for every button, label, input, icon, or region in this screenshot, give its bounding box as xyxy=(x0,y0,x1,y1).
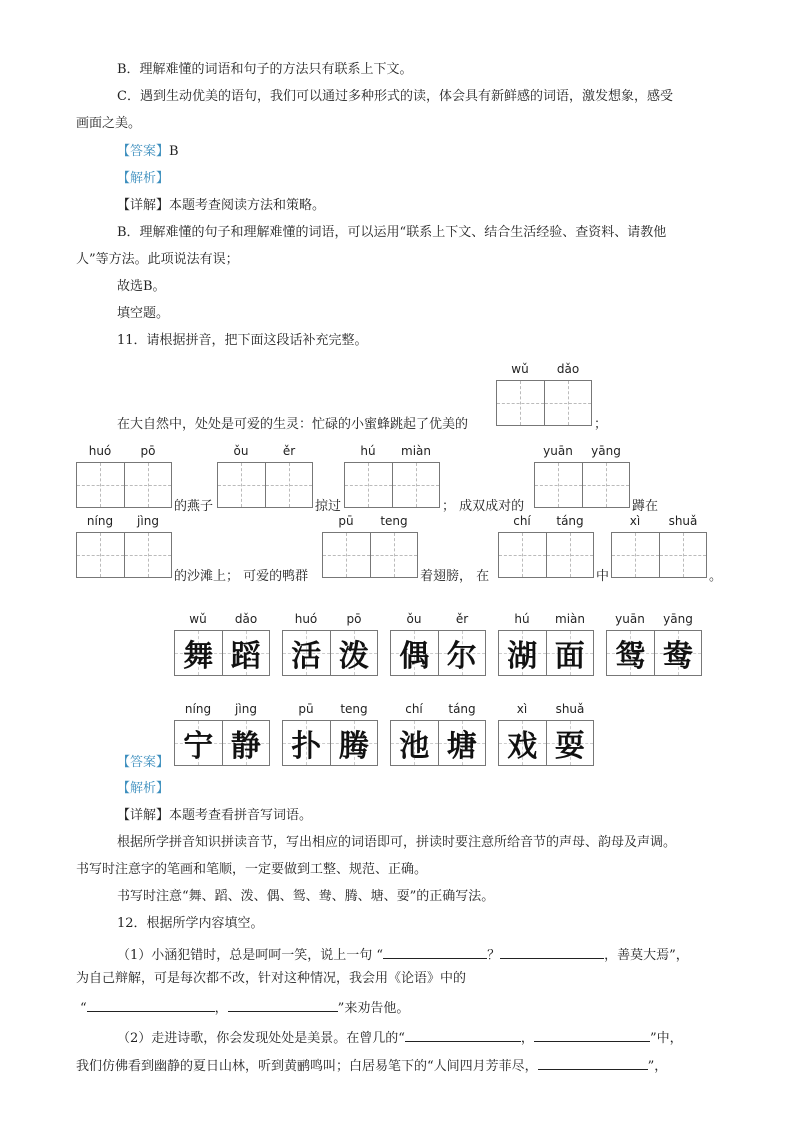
writing-grid[interactable] xyxy=(217,462,313,508)
fill-blank[interactable] xyxy=(405,1027,521,1042)
explanation-2: 书写时注意字的笔画和笔顺，一定要做到工整、规范、正确。 xyxy=(76,862,428,877)
answer-pinyin: shuǎ xyxy=(555,702,585,716)
q12-text: ”中， xyxy=(649,1031,683,1046)
answer-pinyin: chí xyxy=(405,702,423,716)
section-title: 填空题。 xyxy=(117,306,170,321)
answer-pinyin: huó xyxy=(294,612,318,626)
detail-text: 本题考查阅读方法和策略。 xyxy=(169,198,326,213)
q12-text: ”来劝告他。 xyxy=(337,1001,410,1016)
answer-pinyin: teng xyxy=(340,702,368,716)
answer-char: 泼 xyxy=(338,639,369,674)
answer-char: 戏 xyxy=(507,729,538,764)
option-c: C．遇到生动优美的语句，我们可以通过多种形式的读，体会具有新鲜感的词语，激发想象，感受 xyxy=(117,89,673,104)
detail-tag: 【详解】 xyxy=(117,198,170,213)
answer-char: 湖 xyxy=(507,639,538,674)
explanation-3: 书写时注意“舞、蹈、泼、偶、鸳、鸯、腾、塘、耍”的正确写法。 xyxy=(117,889,495,904)
fill-blank[interactable] xyxy=(534,1027,650,1042)
passage-text: 的沙滩上； 可爱的鸭群 xyxy=(174,569,309,584)
pinyin: xì xyxy=(629,514,641,528)
answer-char: 尔 xyxy=(446,639,477,674)
answer-grid xyxy=(174,630,270,676)
answer-char: 活 xyxy=(291,639,322,674)
answer-char: 面 xyxy=(554,639,585,674)
analysis-tag: 【解析】 xyxy=(117,171,170,186)
answer-grid xyxy=(498,630,594,676)
q12-text: （2）走进诗歌，你会发现处处是美景。在曾几的“ xyxy=(117,1031,405,1046)
q12-line xyxy=(117,944,689,965)
answer-pinyin: wǔ xyxy=(189,612,207,626)
answer-pinyin: jìng xyxy=(235,702,257,716)
q12-text: （1）小涵犯错时，总是呵呵一笑，说上一句 “ xyxy=(117,948,384,963)
passage-text: 中 xyxy=(596,569,610,584)
q12-text: ”， xyxy=(647,1059,668,1074)
q11-prompt: 11．请根据拼音，把下面这段话补充完整。 xyxy=(117,333,368,348)
passage-text: 。 xyxy=(709,569,723,584)
pinyin: yuān xyxy=(543,444,573,458)
answer-char: 腾 xyxy=(338,729,369,764)
answer-grid xyxy=(282,720,378,766)
answer-char: 鸳 xyxy=(615,639,646,674)
answer-pinyin: táng xyxy=(448,702,476,716)
answer-grid xyxy=(606,630,702,676)
q12-prompt: 12．根据所学内容填空。 xyxy=(117,916,264,931)
q12-line: 为自己辩解，可是每次都不改，针对这种情况，我会用《论语》中的 xyxy=(76,971,467,986)
pinyin: pō xyxy=(140,444,156,458)
answer-char: 塘 xyxy=(446,729,477,764)
passage-text: ； xyxy=(594,417,608,432)
q12-text: ？ xyxy=(487,948,501,963)
pinyin: yāng xyxy=(591,444,621,458)
pinyin: ěr xyxy=(282,444,296,458)
answer-char: 蹈 xyxy=(230,639,261,674)
q12-line xyxy=(117,1027,683,1048)
choose-line: 故选B。 xyxy=(117,279,166,294)
writing-grid[interactable] xyxy=(344,462,440,508)
fill-blank[interactable] xyxy=(228,997,338,1012)
q12-text: 我们仿佛看到幽静的夏日山林，听到黄鹂鸣叫；白居易笔下的“人间四月芳菲尽， xyxy=(76,1059,538,1074)
pinyin: níng xyxy=(86,514,114,528)
fill-blank[interactable] xyxy=(383,944,487,959)
answer-pinyin: xì xyxy=(516,702,528,716)
detail-tag: 【详解】 xyxy=(117,808,170,823)
answer-grid xyxy=(282,630,378,676)
explanation-1: B．理解难懂的句子和理解难懂的词语，可以运用“联系上下文、结合生活经验、查资料、请教他 xyxy=(117,225,667,240)
passage-text: 在大自然中，处处是可爱的生灵：忙碌的小蜜蜂跳起了优美的 xyxy=(117,417,469,432)
writing-grid[interactable] xyxy=(76,532,172,578)
pinyin: jìng xyxy=(137,514,159,528)
answer-tag: 【答案】 xyxy=(117,144,170,159)
analysis-tag: 【解析】 xyxy=(117,781,170,796)
answer-char: 宁 xyxy=(183,729,214,764)
explanation-1: 根据所学拼音知识拼读音节，写出相应的词语即可，拼读时要注意所给音节的声母、韵母及声调。 xyxy=(117,835,677,850)
q12-text: ， xyxy=(520,1031,534,1046)
q12-line xyxy=(76,1055,667,1076)
answer-pinyin: yuān xyxy=(615,612,645,626)
answer-pinyin: yāng xyxy=(663,612,693,626)
pinyin: huó xyxy=(88,444,112,458)
answer-pinyin: dǎo xyxy=(234,612,258,626)
option-c-cont: 画面之美。 xyxy=(76,116,142,131)
q12-text: ，善莫大焉”， xyxy=(604,948,689,963)
answer-grid xyxy=(390,630,486,676)
q12-text: ， xyxy=(214,1001,228,1016)
pinyin: wǔ xyxy=(511,362,529,376)
pinyin: teng xyxy=(380,514,408,528)
fill-blank[interactable] xyxy=(87,997,215,1012)
answer-char: 偶 xyxy=(399,639,430,674)
writing-grid[interactable] xyxy=(322,532,418,578)
answer-char: 扑 xyxy=(291,729,322,764)
answer-tag: 【答案】 xyxy=(117,755,170,770)
pinyin: pū xyxy=(338,514,354,528)
answer-char: 舞 xyxy=(183,639,214,674)
pinyin: shuǎ xyxy=(668,514,698,528)
answer-pinyin: ěr xyxy=(455,612,469,626)
answer-pinyin: níng xyxy=(184,702,212,716)
passage-text: ； 成双成对的 xyxy=(442,499,525,514)
q12-line xyxy=(80,997,409,1018)
detail-line xyxy=(117,197,325,215)
pinyin: chí xyxy=(513,514,531,528)
writing-grid[interactable] xyxy=(498,532,594,578)
option-b: B．理解难懂的词语和句子的方法只有联系上下文。 xyxy=(117,62,413,77)
q12-text: “ xyxy=(80,1001,87,1016)
answer-grid xyxy=(498,720,594,766)
explanation-2: 人”等方法。此项说法有误； xyxy=(76,252,239,267)
writing-grid[interactable] xyxy=(496,380,592,426)
detail-line xyxy=(117,807,312,825)
answer-char: 耍 xyxy=(554,729,585,764)
detail-text: 本题考查看拼音写词语。 xyxy=(169,808,313,823)
answer-char: 静 xyxy=(230,729,261,764)
writing-grid[interactable] xyxy=(76,462,172,508)
answer-grid xyxy=(390,720,486,766)
answer-char: 鸯 xyxy=(662,639,693,674)
fill-blank[interactable] xyxy=(538,1055,648,1070)
answer-pinyin: pō xyxy=(346,612,362,626)
answer-grid xyxy=(174,720,270,766)
writing-grid[interactable] xyxy=(534,462,630,508)
pinyin: ǒu xyxy=(233,444,249,458)
pinyin: hú xyxy=(360,444,376,458)
answer-pinyin: hú xyxy=(514,612,530,626)
answer-value: B xyxy=(169,144,179,159)
fill-blank[interactable] xyxy=(500,944,604,959)
passage-text: 蹲在 xyxy=(632,499,659,514)
answer-pinyin: ǒu xyxy=(406,612,422,626)
answer-pinyin: miàn xyxy=(555,612,585,626)
writing-grid[interactable] xyxy=(611,532,707,578)
pinyin: táng xyxy=(556,514,584,528)
passage-text: 着翅膀， 在 xyxy=(420,569,490,584)
passage-text: 的燕子 xyxy=(174,499,214,514)
passage-text: 掠过 xyxy=(315,499,342,514)
pinyin: miàn xyxy=(401,444,431,458)
answer-pinyin: pū xyxy=(298,702,314,716)
pinyin: dǎo xyxy=(556,362,580,376)
answer-line xyxy=(117,143,179,161)
answer-char: 池 xyxy=(399,729,430,764)
